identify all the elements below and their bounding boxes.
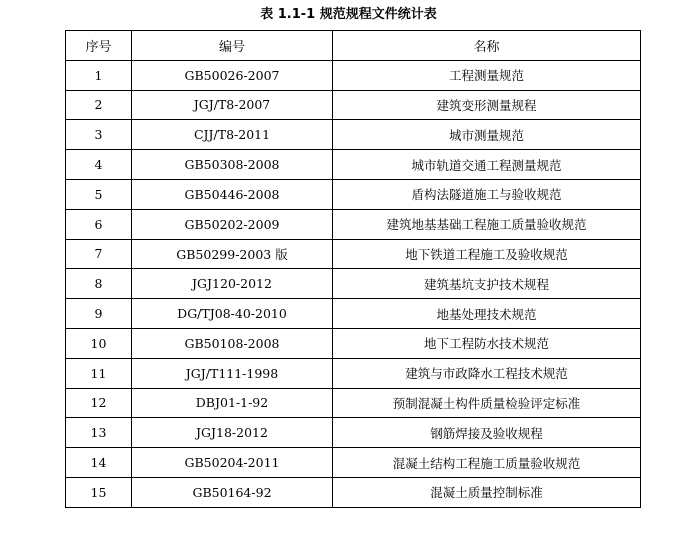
cell-name: 地下铁道工程施工及验收规范 bbox=[333, 239, 641, 269]
table-row bbox=[66, 328, 641, 358]
cell-name: 建筑变形测量规程 bbox=[333, 90, 641, 120]
cell-code: DBJ01-1-92 bbox=[132, 388, 333, 418]
cell-no: 6 bbox=[66, 209, 132, 239]
cell-code: JGJ/T8-2007 bbox=[132, 90, 333, 120]
cell-code: GB50202-2009 bbox=[132, 209, 333, 239]
cell-no: 11 bbox=[66, 358, 132, 388]
cell-code: DG/TJ08-40-2010 bbox=[132, 299, 333, 329]
cell-name: 盾构法隧道施工与验收规范 bbox=[333, 179, 641, 209]
cell-no: 1 bbox=[66, 60, 132, 90]
table-row bbox=[66, 358, 641, 388]
cell-code: GB50446-2008 bbox=[132, 179, 333, 209]
cell-code: GB50204-2011 bbox=[132, 448, 333, 478]
cell-no: 4 bbox=[66, 150, 132, 180]
cell-no: 12 bbox=[66, 388, 132, 418]
cell-name: 建筑与市政降水工程技术规范 bbox=[333, 358, 641, 388]
cell-name: 混凝土结构工程施工质量验收规范 bbox=[333, 448, 641, 478]
table-row bbox=[66, 477, 641, 507]
cell-no: 2 bbox=[66, 90, 132, 120]
table-row bbox=[66, 239, 641, 269]
cell-no: 5 bbox=[66, 179, 132, 209]
cell-no: 8 bbox=[66, 269, 132, 299]
table-row bbox=[66, 269, 641, 299]
header-code: 编号 bbox=[132, 31, 333, 61]
cell-code: GB50026-2007 bbox=[132, 60, 333, 90]
cell-name: 建筑基坑支护技术规程 bbox=[333, 269, 641, 299]
cell-name: 地下工程防水技术规范 bbox=[333, 328, 641, 358]
cell-name: 建筑地基基础工程施工质量验收规范 bbox=[333, 209, 641, 239]
cell-code: JGJ120-2012 bbox=[132, 269, 333, 299]
cell-name: 城市测量规范 bbox=[333, 120, 641, 150]
header-name: 名称 bbox=[333, 31, 641, 61]
table-row bbox=[66, 150, 641, 180]
cell-name: 预制混凝土构件质量检验评定标准 bbox=[333, 388, 641, 418]
cell-no: 3 bbox=[66, 120, 132, 150]
header-no: 序号 bbox=[66, 31, 132, 61]
table-row bbox=[66, 299, 641, 329]
cell-code: CJJ/T8-2011 bbox=[132, 120, 333, 150]
cell-no: 15 bbox=[66, 477, 132, 507]
cell-code: GB50308-2008 bbox=[132, 150, 333, 180]
cell-code: JGJ18-2012 bbox=[132, 418, 333, 448]
table-caption: 表 1.1-1 规范规程文件统计表 bbox=[260, 7, 437, 22]
cell-code: GB50108-2008 bbox=[132, 328, 333, 358]
cell-code: JGJ/T111-1998 bbox=[132, 358, 333, 388]
cell-no: 9 bbox=[66, 299, 132, 329]
cell-name: 钢筋焊接及验收规程 bbox=[333, 418, 641, 448]
cell-name: 城市轨道交通工程测量规范 bbox=[333, 150, 641, 180]
table-row bbox=[66, 60, 641, 90]
cell-no: 7 bbox=[66, 239, 132, 269]
table-row bbox=[66, 418, 641, 448]
cell-no: 13 bbox=[66, 418, 132, 448]
table-row bbox=[66, 90, 641, 120]
cell-name: 地基处理技术规范 bbox=[333, 299, 641, 329]
cell-name: 混凝土质量控制标准 bbox=[333, 477, 641, 507]
cell-no: 10 bbox=[66, 328, 132, 358]
table-row bbox=[66, 209, 641, 239]
spec-table bbox=[65, 30, 641, 508]
table-header-row bbox=[66, 31, 641, 61]
cell-name: 工程测量规范 bbox=[333, 60, 641, 90]
cell-code: GB50299-2003 版 bbox=[132, 239, 333, 269]
table-row bbox=[66, 120, 641, 150]
cell-code: GB50164-92 bbox=[132, 477, 333, 507]
table-row bbox=[66, 179, 641, 209]
table-row bbox=[66, 388, 641, 418]
table-row bbox=[66, 448, 641, 478]
cell-no: 14 bbox=[66, 448, 132, 478]
